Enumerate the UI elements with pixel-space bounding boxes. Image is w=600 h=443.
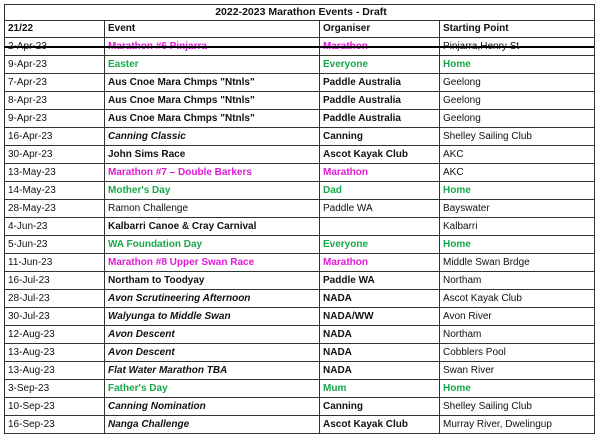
table-row: [5, 56, 595, 74]
date-cell: 9-Apr-23: [5, 56, 105, 74]
organiser-cell: Ascot Kayak Club: [320, 146, 440, 164]
starting-point-cell: Avon River: [440, 308, 595, 326]
organiser-cell: NADA: [320, 362, 440, 380]
date-cell: 13-May-23: [5, 164, 105, 182]
date-cell: 12-Aug-23: [5, 326, 105, 344]
date-cell: 13-Aug-23: [5, 362, 105, 380]
table-row: [5, 416, 595, 434]
organiser-cell: NADA: [320, 326, 440, 344]
event-cell: Aus Cnoe Mara Chmps "Ntnls": [105, 74, 320, 92]
table-row: [5, 236, 595, 254]
event-cell: Mother's Day: [105, 182, 320, 200]
organiser-cell: Paddle WA: [320, 200, 440, 218]
header-date: 21/22: [5, 21, 105, 38]
date-cell: 16-Jul-23: [5, 272, 105, 290]
organiser-cell: NADA/WW: [320, 308, 440, 326]
event-cell: Aus Cnoe Mara Chmps "Ntnls": [105, 110, 320, 128]
date-cell: 5-Jun-23: [5, 236, 105, 254]
date-cell: 10-Sep-23: [5, 398, 105, 416]
event-cell: Northam to Toodyay: [105, 272, 320, 290]
date-cell: 8-Apr-23: [5, 92, 105, 110]
starting-point-cell: Geelong: [440, 92, 595, 110]
table-row: [5, 128, 595, 146]
table-row: [5, 74, 595, 92]
event-cell: Father's Day: [105, 380, 320, 398]
organiser-cell: Marathon: [320, 254, 440, 272]
table-row: [5, 272, 595, 290]
starting-point-cell: Cobblers Pool: [440, 344, 595, 362]
organiser-cell: Mum: [320, 380, 440, 398]
starting-point-cell: Northam: [440, 272, 595, 290]
starting-point-cell: Murray River, Dwelingup: [440, 416, 595, 434]
organiser-cell: Paddle WA: [320, 272, 440, 290]
starting-point-cell: Swan River: [440, 362, 595, 380]
table-row: [5, 362, 595, 380]
date-cell: 30-Jul-23: [5, 308, 105, 326]
date-cell: 30-Apr-23: [5, 146, 105, 164]
event-cell: Kalbarri Canoe & Cray Carnival: [105, 218, 320, 236]
event-cell: Canning Classic: [105, 128, 320, 146]
starting-point-cell: Geelong: [440, 110, 595, 128]
date-cell: 3-Sep-23: [5, 380, 105, 398]
event-cell: Marathon #7 – Double Barkers: [105, 164, 320, 182]
date-cell: 16-Apr-23: [5, 128, 105, 146]
organiser-cell: Canning: [320, 398, 440, 416]
event-cell: Avon Scrutineering Afternoon: [105, 290, 320, 308]
date-cell: 28-Jul-23: [5, 290, 105, 308]
organiser-cell: Paddle Australia: [320, 110, 440, 128]
starting-point-cell: Ascot Kayak Club: [440, 290, 595, 308]
organiser-cell: Ascot Kayak Club: [320, 416, 440, 434]
table-row: [5, 218, 595, 236]
table-row: [5, 326, 595, 344]
event-cell: Walyunga to Middle Swan: [105, 308, 320, 326]
table-row: [5, 254, 595, 272]
organiser-cell: Everyone: [320, 56, 440, 74]
event-cell: WA Foundation Day: [105, 236, 320, 254]
table-row: [5, 308, 595, 326]
table-row: [5, 200, 595, 218]
starting-point-cell: AKC: [440, 164, 595, 182]
starting-point-cell: Geelong: [440, 74, 595, 92]
organiser-cell: Dad: [320, 182, 440, 200]
starting-point-cell: Home: [440, 182, 595, 200]
event-cell: John Sims Race: [105, 146, 320, 164]
organiser-cell: Everyone: [320, 236, 440, 254]
starting-point-cell: Middle Swan Brdge: [440, 254, 595, 272]
starting-point-cell: Kalbarri: [440, 218, 595, 236]
starting-point-cell: Shelley Sailing Club: [440, 128, 595, 146]
event-cell: Avon Descent: [105, 326, 320, 344]
starting-point-cell: Home: [440, 380, 595, 398]
title-row: [5, 5, 595, 21]
organiser-cell: Paddle Australia: [320, 74, 440, 92]
events-table: [4, 4, 595, 434]
event-cell: Aus Cnoe Mara Chmps "Ntnls": [105, 92, 320, 110]
event-cell: Flat Water Marathon TBA: [105, 362, 320, 380]
header-row: [5, 21, 595, 38]
organiser-cell: [320, 218, 440, 236]
events-sheet: [4, 4, 594, 434]
organiser-cell: NADA: [320, 290, 440, 308]
event-cell: Canning Nomination: [105, 398, 320, 416]
date-cell: 4-Jun-23: [5, 218, 105, 236]
header-starting-point: Starting Point: [440, 21, 595, 38]
sheet-title: 2022-2023 Marathon Events - Draft: [5, 5, 595, 21]
date-cell: 7-Apr-23: [5, 74, 105, 92]
event-cell: Marathon #8 Upper Swan Race: [105, 254, 320, 272]
table-row: [5, 146, 595, 164]
organiser-cell: Canning: [320, 128, 440, 146]
date-cell: 9-Apr-23: [5, 110, 105, 128]
starting-point-cell: AKC: [440, 146, 595, 164]
table-row: [5, 182, 595, 200]
date-cell: 11-Jun-23: [5, 254, 105, 272]
table-row: [5, 398, 595, 416]
table-row: [5, 290, 595, 308]
table-row: [5, 110, 595, 128]
table-row: [5, 380, 595, 398]
header-organiser: Organiser: [320, 21, 440, 38]
table-row: [5, 92, 595, 110]
table-row: [5, 344, 595, 362]
date-cell: 14-May-23: [5, 182, 105, 200]
date-cell: 28-May-23: [5, 200, 105, 218]
starting-point-cell: Northam: [440, 326, 595, 344]
event-cell: Easter: [105, 56, 320, 74]
date-cell: 16-Sep-23: [5, 416, 105, 434]
event-cell: Avon Descent: [105, 344, 320, 362]
organiser-cell: Paddle Australia: [320, 92, 440, 110]
table-row: [5, 164, 595, 182]
event-cell: Ramon Challenge: [105, 200, 320, 218]
strikethrough-line: [4, 46, 594, 48]
starting-point-cell: Bayswater: [440, 200, 595, 218]
date-cell: 13-Aug-23: [5, 344, 105, 362]
starting-point-cell: Home: [440, 56, 595, 74]
header-event: Event: [105, 21, 320, 38]
organiser-cell: Marathon: [320, 164, 440, 182]
organiser-cell: NADA: [320, 344, 440, 362]
starting-point-cell: Home: [440, 236, 595, 254]
starting-point-cell: Shelley Sailing Club: [440, 398, 595, 416]
event-cell: Nanga Challenge: [105, 416, 320, 434]
